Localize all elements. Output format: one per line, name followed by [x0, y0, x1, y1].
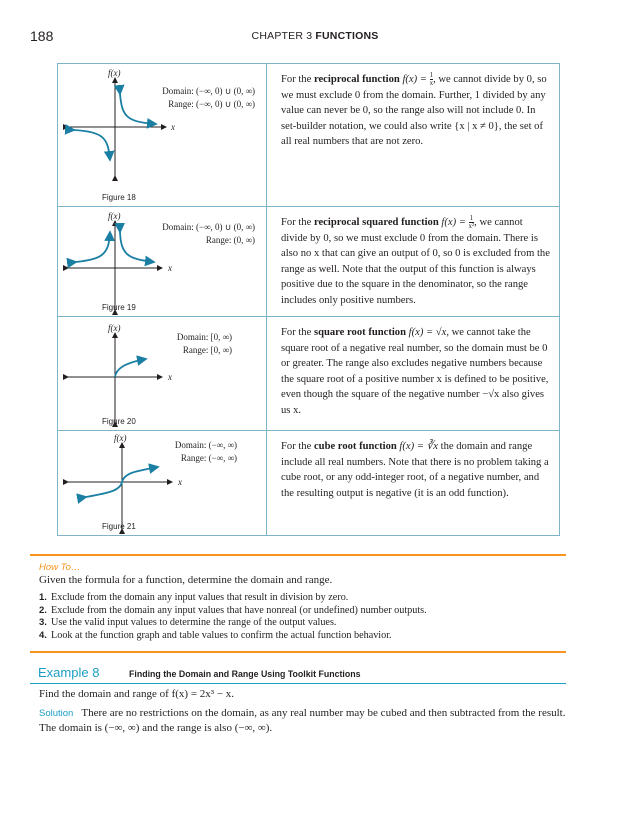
figure-label: Figure 18: [102, 193, 136, 202]
figure-label: Figure 21: [102, 522, 136, 531]
domain-range-text: Domain: [0, ∞) Range: [0, ∞): [176, 332, 232, 355]
howto-intro: Given the formula for a function, determine the domain and range.: [39, 574, 333, 586]
figure-cell: [58, 207, 267, 317]
example-question: Find the domain and range of f(x) = 2x³ − x.: [39, 688, 235, 700]
table-row: [58, 317, 560, 431]
list-item: 3. Use the valid input values to determine the range of the output values.: [39, 617, 337, 629]
example-solution: [39, 706, 567, 735]
y-axis-label: f(x): [114, 433, 127, 443]
table-row: [58, 64, 560, 207]
x-axis-label: x: [171, 122, 175, 132]
domain-range-text: Domain: (−∞, 0) ∪ (0, ∞) Range: (−∞, 0) ∪ (0, ∞): [162, 86, 255, 109]
x-axis-label: x: [168, 372, 172, 382]
howto-steps: [39, 592, 427, 642]
list-item: 2. Exclude from the domain any input values that have nonreal (or undefined) number outputs.: [39, 604, 427, 616]
list-item: 1. Exclude from the domain any input values that result in division by zero.: [39, 592, 349, 603]
solution-label: Solution: [39, 708, 74, 719]
description-cell: For the reciprocal squared function f(x) = $\frac{1}{\text{x²}}$ , we cannot divide by 0, so we must exclude 0 from the domain. There is also no x that can give an output of 0, so 0 is excluded from the range as well. Note that the output of this function is always positive due to the square in the denominator, so the range includes only positive numbers.: [267, 207, 560, 317]
howto-bottom-rule: [30, 651, 566, 653]
example-rule: [30, 683, 566, 684]
description-cell: For the cube root function f(x) = ∛x the domain and range include all real numbers. Note that there is no problem taking a cube root, or any odd-integer root, of a negative number, and the resulting output is negative (it is an odd function).: [267, 431, 560, 536]
figure-label: Figure 20: [102, 417, 136, 426]
chapter-header: CHAPTER 3 FUNCTIONS: [251, 30, 379, 42]
description-cell: For the square root function f(x) = √x, we cannot take the square root of a negative real number, so the domain must be 0 or greater. The range also excludes negative numbers because the square root of a positive number x is defined to be positive, even though the square of the negative number −√x also gives us x.: [267, 317, 560, 431]
example-label: Example 8: [38, 665, 100, 680]
y-axis-label: f(x): [108, 211, 121, 221]
howto-title: How To…: [39, 562, 81, 573]
figure-cell: [58, 431, 267, 536]
list-item: 4. Look at the function graph and table values to confirm the actual function behavior.: [39, 629, 392, 641]
example-title: Finding the Domain and Range Using Toolkit Functions: [129, 669, 361, 679]
domain-range-text: Domain: (−∞, 0) ∪ (0, ∞) Range: (0, ∞): [162, 222, 255, 245]
solution-text: There are no restrictions on the domain, as any real number may be cubed and then subtracted from the result. The domain is (−∞, ∞) and the range is also (−∞, ∞).: [39, 707, 566, 734]
table-row: [58, 431, 560, 536]
toolkit-functions-table: [57, 63, 560, 536]
figure-cell: [58, 317, 267, 431]
y-axis-label: f(x): [108, 323, 121, 333]
square-root-graph: [58, 317, 266, 431]
table-row: [58, 207, 560, 317]
domain-range-text: Domain: (−∞, ∞) Range: (−∞, ∞): [174, 440, 237, 463]
figure-cell: [58, 64, 267, 207]
x-axis-label: x: [178, 477, 182, 487]
y-axis-label: f(x): [108, 68, 121, 78]
description-cell: For the reciprocal function f(x) = $\frac{1}{x}$ , we cannot divide by 0, so we must exclude 0 from the domain. Further, 1 divided by any value can never be 0, so the range also will not include 0. In set-builder notation, we could also write {x | x ≠ 0}, the set of all real numbers that are not zero.: [267, 64, 560, 207]
fraction: $\frac{1}{x}$: [429, 71, 434, 88]
figure-label: Figure 19: [102, 303, 136, 312]
page-number: 188: [30, 28, 54, 44]
howto-top-rule: [30, 554, 566, 556]
fraction: $\frac{1}{\text{x²}}$: [468, 214, 475, 231]
x-axis-label: x: [168, 263, 172, 273]
